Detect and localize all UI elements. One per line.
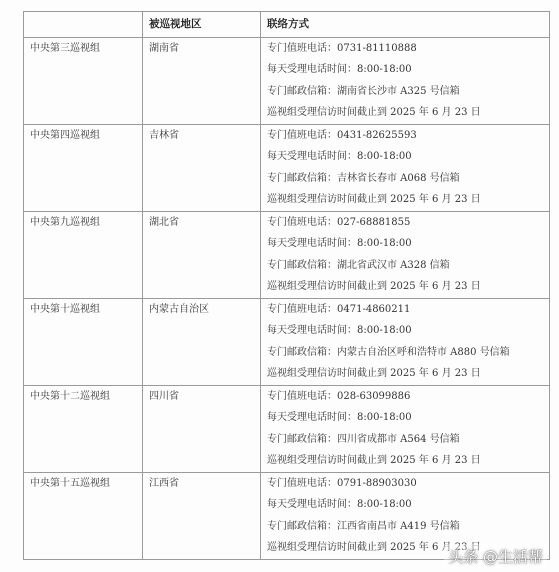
contact-line: 巡视组受理信访时间截止到 2025 年 6 月 23 日	[267, 194, 481, 206]
contact-line: 专门值班电话：0471-4860211	[267, 304, 411, 315]
region-cell: 湖南省	[143, 38, 261, 125]
contact-line: 每天受理电话时间：8:00-18:00	[267, 499, 412, 511]
table-row	[24, 125, 550, 212]
contact-line: 专门值班电话：027-68881855	[267, 217, 411, 228]
region-cell: 江西省	[143, 473, 261, 560]
header-region: 被巡视地区	[143, 12, 261, 38]
contact-line: 每天受理电话时间：8:00-18:00	[267, 325, 412, 337]
contact-line: 专门邮政信箱：内蒙古自治区呼和浩特市 A880 号信箱	[267, 346, 510, 358]
contact-line: 专门邮政信箱：湖北省武汉市 A328 信箱	[267, 259, 450, 271]
contact-line: 专门邮政信箱：湖南省长沙市 A325 号信箱	[267, 85, 460, 97]
table-body	[24, 38, 550, 560]
watermark-text: 头条 @生活帮	[448, 547, 543, 566]
inspection-group-cell: 中央第十巡视组	[24, 299, 143, 386]
contact-cell	[261, 386, 550, 473]
inspection-group-cell: 中央第十五巡视组	[24, 473, 143, 560]
inspection-group-cell: 中央第九巡视组	[24, 212, 143, 299]
inspection-group-cell: 中央第十二巡视组	[24, 386, 143, 473]
contact-line: 每天受理电话时间：8:00-18:00	[267, 238, 412, 250]
contact-line: 专门邮政信箱：吉林省长春市 A068 号信箱	[267, 172, 460, 184]
contact-line: 巡视组受理信访时间截止到 2025 年 6 月 23 日	[267, 542, 481, 554]
contact-line: 巡视组受理信访时间截止到 2025 年 6 月 23 日	[267, 455, 481, 467]
inspection-group-cell: 中央第三巡视组	[24, 38, 143, 125]
contact-line: 每天受理电话时间：8:00-18:00	[267, 151, 412, 163]
contact-cell	[261, 212, 550, 299]
region-cell: 内蒙古自治区	[143, 299, 261, 386]
table-row	[24, 386, 550, 473]
table-row	[24, 212, 550, 299]
inspection-group-cell: 中央第四巡视组	[24, 125, 143, 212]
watermark	[444, 544, 547, 568]
contact-line: 专门值班电话：028-63099886	[267, 391, 411, 402]
contact-line: 巡视组受理信访时间截止到 2025 年 6 月 23 日	[267, 281, 481, 293]
contact-line: 巡视组受理信访时间截止到 2025 年 6 月 23 日	[267, 368, 481, 380]
contact-line: 巡视组受理信访时间截止到 2025 年 6 月 23 日	[267, 107, 481, 119]
inspection-contact-table	[23, 11, 550, 560]
contact-cell	[261, 38, 550, 125]
contact-line: 专门值班电话：0431-82625593	[267, 130, 417, 141]
table-row	[24, 38, 550, 125]
region-cell: 吉林省	[143, 125, 261, 212]
contact-line: 专门值班电话：0791-88903030	[267, 478, 417, 489]
table-row	[24, 299, 550, 386]
region-cell: 四川省	[143, 386, 261, 473]
region-cell: 湖北省	[143, 212, 261, 299]
header-contact: 联络方式	[261, 12, 550, 38]
contact-cell	[261, 125, 550, 212]
contact-line: 每天受理电话时间：8:00-18:00	[267, 412, 412, 424]
header-group	[24, 12, 143, 38]
contact-cell	[261, 299, 550, 386]
contact-line: 专门值班电话：0731-81110888	[267, 43, 417, 54]
contact-line: 专门邮政信箱：四川省成都市 A564 号信箱	[267, 433, 460, 445]
table-header-row	[24, 12, 550, 38]
contact-line: 每天受理电话时间：8:00-18:00	[267, 64, 412, 76]
contact-line: 专门邮政信箱：江西省南昌市 A419 号信箱	[267, 520, 460, 532]
